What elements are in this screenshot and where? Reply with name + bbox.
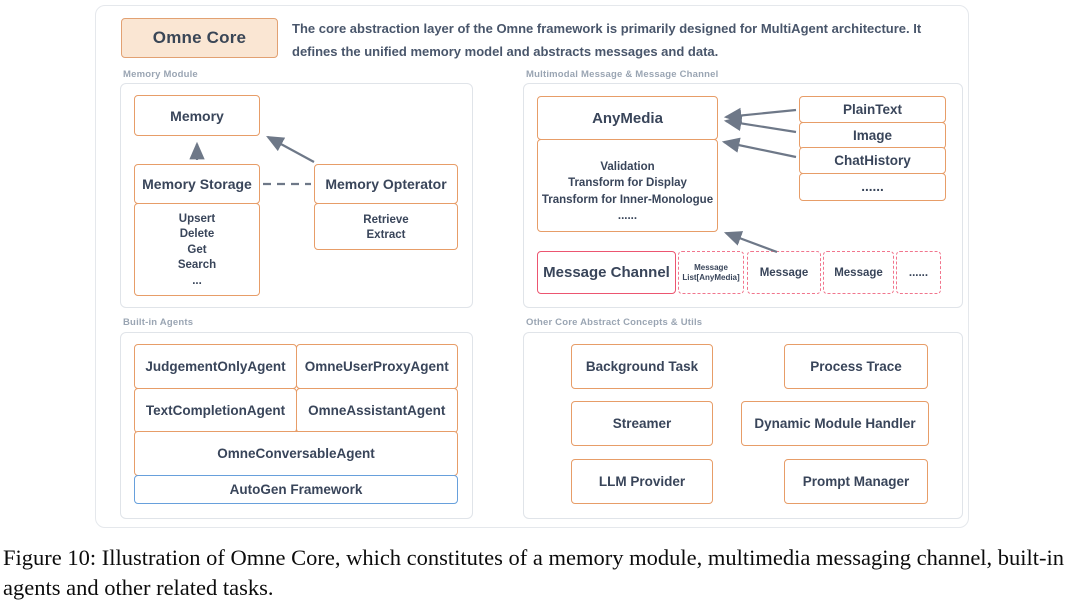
omne-core-figure [95,5,969,528]
message-list-line2: List[AnyMedia] [682,272,740,282]
storage-op-ellipsis: ... [192,274,202,287]
multimodal-label: Multimodal Message & Message Channel [526,69,719,80]
description-line-2: defines the unified memory model and abstracts messages and data. [292,44,719,59]
message-list-line1: Message [694,262,728,272]
description-line-1: The core abstraction layer of the Omne framework is primarily designed for MultiAgent architecture. It [292,21,922,36]
media-type-ellipsis: ...... [799,173,946,201]
storage-op-search: Search [177,259,217,271]
storage-op-delete: Delete [179,228,215,240]
background-task-box: Background Task [571,344,713,389]
llm-provider-box: LLM Provider [571,459,713,504]
message-box-2: Message [823,251,894,294]
memory-storage-box: Memory Storage [134,164,260,204]
agent-judgementonly: JudgementOnlyAgent [134,344,297,389]
media-type-chathistory: ChatHistory [799,147,946,174]
omne-core-badge: Omne Core [121,18,278,58]
dynamic-module-handler-box: Dynamic Module Handler [741,401,929,446]
memory-storage-operations [134,203,260,296]
agent-omneuserproxy: OmneUserProxyAgent [296,344,459,389]
message-list-box [678,251,744,294]
autogen-framework-box: AutoGen Framework [134,475,458,504]
agent-omneassistant: OmneAssistantAgent [296,388,459,433]
message-channel-box: Message Channel [537,251,676,294]
agent-textcompletion: TextCompletionAgent [134,388,297,433]
agent-omneconversable: OmneConversableAgent [134,431,458,476]
memory-operator-operations [314,203,458,250]
anymedia-operations [537,139,718,232]
message-box-1: Message [747,251,821,294]
memory-operator-box: Memory Opterator [314,164,458,204]
message-ellipsis-box: ...... [896,251,941,294]
figure-caption: Figure 10: Illustration of Omne Core, which constitutes of a memory module, multimedia messaging channel, built-in agents and other related tasks. [3,545,1065,600]
figure-description [292,17,972,63]
anymedia-op-transform-display: Transform for Display [568,177,687,189]
process-trace-box: Process Trace [784,344,928,389]
anymedia-op-ellipsis: ...... [617,210,638,222]
prompt-manager-box: Prompt Manager [784,459,928,504]
other-core-label: Other Core Abstract Concepts & Utils [526,317,703,328]
memory-module-label: Memory Module [123,69,198,80]
anymedia-box: AnyMedia [537,96,718,140]
streamer-box: Streamer [571,401,713,446]
operator-op-retrieve: Retrieve [363,213,409,226]
media-type-image: Image [799,122,946,149]
operator-op-extract: Extract [366,229,406,241]
storage-op-upsert: Upsert [178,212,216,225]
anymedia-op-validation: Validation [600,160,655,173]
storage-op-get: Get [187,243,207,256]
builtin-agents-label: Built-in Agents [123,317,194,328]
anymedia-op-transform-monologue: Transform for Inner-Monologue [541,193,714,206]
media-type-plaintext: PlainText [799,96,946,123]
memory-box: Memory [134,95,260,136]
